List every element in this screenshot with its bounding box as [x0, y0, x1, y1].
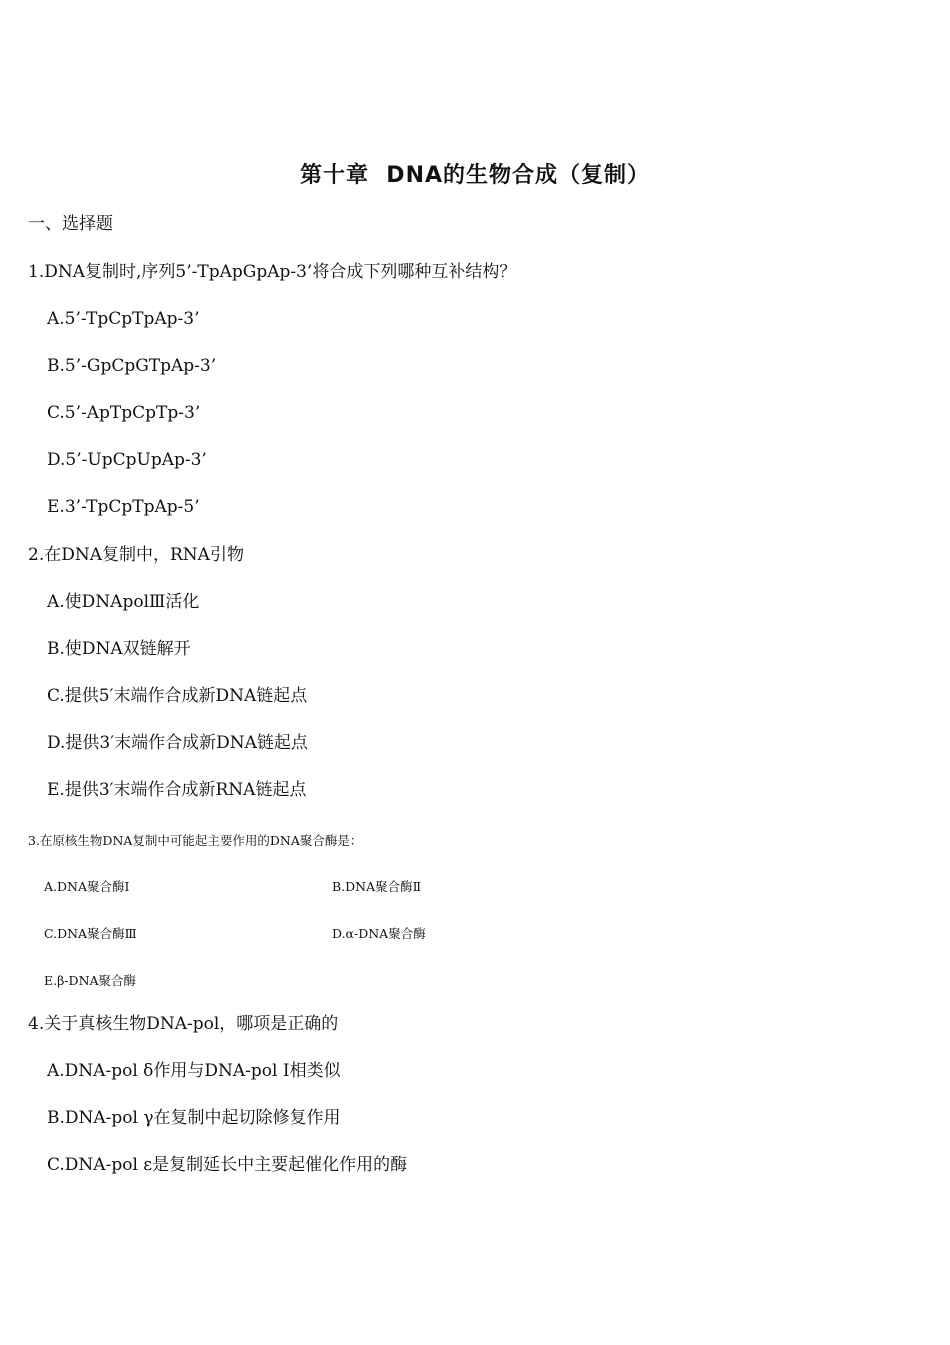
- question-2-option-d: D.提供3′末端作合成新DNA链起点: [47, 733, 308, 753]
- question-2-option-e: E.提供3′末端作合成新RNA链起点: [47, 780, 307, 800]
- question-2-option-b: B.使DNA双链解开: [47, 639, 191, 659]
- question-3-option-b: B.DNA聚合酶Ⅱ: [332, 879, 422, 894]
- question-3-stem: 3.在原核生物DNA复制中可能起主要作用的DNA聚合酶是：: [28, 833, 363, 848]
- question-1-option-e: E.3’-TpCpTpAp-5’: [47, 497, 200, 517]
- question-3-option-a: A.DNA聚合酶Ⅰ: [44, 879, 130, 894]
- question-2-option-c: C.提供5′末端作合成新DNA链起点: [47, 686, 308, 706]
- question-1-stem: 1.DNA复制时,序列5’-TpApGpAp-3’将合成下列哪种互补结构？: [28, 262, 517, 282]
- question-2-option-a: A.使DNApolⅢ活化: [47, 592, 200, 612]
- question-1-option-d: D.5’-UpCpUpAp-3’: [47, 450, 207, 470]
- question-4-option-b: B.DNA-pol γ在复制中起切除修复作用: [47, 1108, 341, 1128]
- question-2-stem: 2.在DNA复制中，RNA引物: [28, 545, 244, 565]
- question-4-option-a: A.DNA-pol δ作用与DNA-pol Ⅰ相类似: [47, 1061, 341, 1081]
- question-4-option-c: C.DNA-pol ε是复制延长中主要起催化作用的酶: [47, 1155, 408, 1175]
- question-1-option-c: C.5’-ApTpCpTp-3’: [47, 403, 201, 423]
- question-4-stem: 4.关于真核生物DNA-pol，哪项是正确的: [28, 1014, 339, 1034]
- question-3-option-d: D.α-DNA聚合酶: [332, 926, 426, 941]
- question-3-option-c: C.DNA聚合酶Ⅲ: [44, 926, 137, 941]
- chapter-title: 第十章 DNA的生物合成（复制）: [299, 163, 651, 188]
- section-heading: 一、选择题: [28, 214, 113, 234]
- question-1-option-b: B.5’-GpCpGTpAp-3’: [47, 356, 217, 376]
- question-1-option-a: A.5’-TpCpTpAp-3’: [47, 309, 200, 329]
- question-3-option-e: E.β-DNA聚合酶: [44, 973, 137, 988]
